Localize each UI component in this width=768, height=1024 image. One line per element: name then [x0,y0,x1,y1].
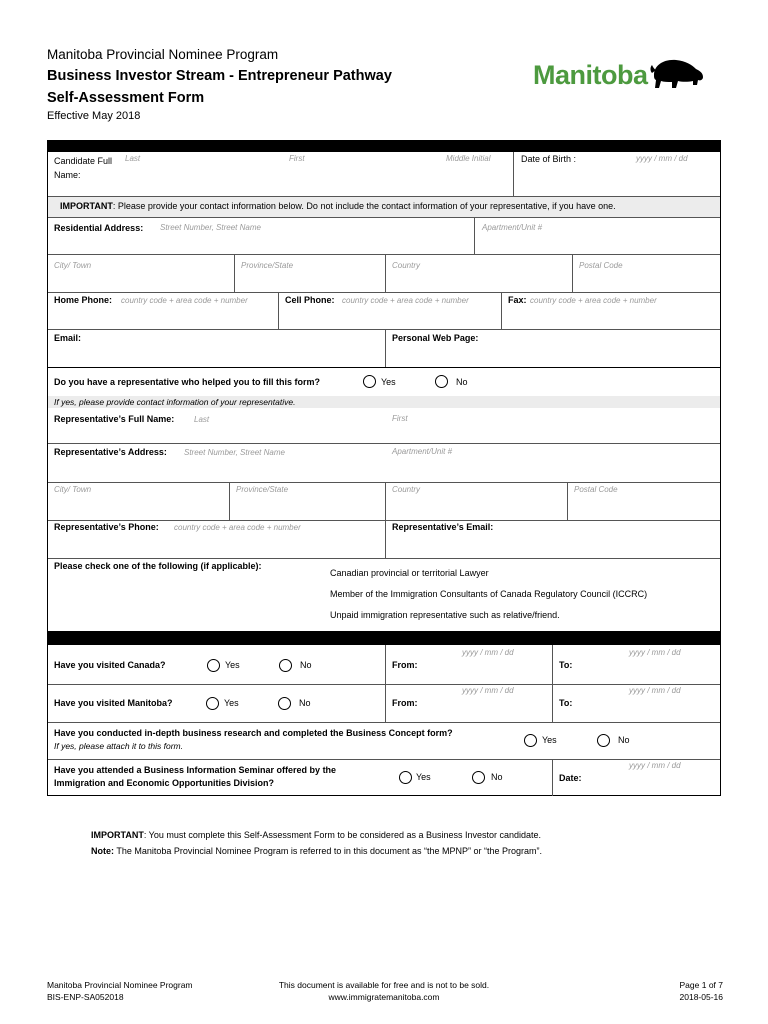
city-field[interactable]: City/ Town [54,261,92,270]
rep-apartment-field[interactable]: Apartment/Unit # [392,447,453,456]
rep-phone-label: Representative’s Phone: [54,522,159,532]
home-phone-label: Home Phone: [54,295,113,305]
self-assessment-form [47,140,721,796]
province-field[interactable]: Province/State [241,261,294,270]
canada-from-date[interactable]: yyyy / mm / dd [462,648,514,657]
home-phone-field[interactable]: country code + area code + number [121,296,248,305]
rep-email-label: Representative’s Email: [392,522,494,532]
visited-manitoba-question: Have you visited Manitoba? [54,698,173,708]
program-name: Manitoba Provincial Nominee Program [47,47,279,62]
canada-yes-label: Yes [225,660,240,670]
seminar-yes-label: Yes [416,772,431,782]
visited-canada-question: Have you visited Canada? [54,660,166,670]
rep-phone-field[interactable]: country code + area code + number [174,523,301,532]
rep-yes-radio[interactable] [363,375,376,388]
country-field[interactable]: Country [392,261,421,270]
footer-website-link[interactable]: www.immigratemanitoba.com [328,992,440,1002]
representative-question: Do you have a representative who helped you to fill this form? [54,377,321,387]
mpnp-note: Note: The Manitoba Provincial Nominee Program is referred to in this document as “the MPNP” or “the Program”. [91,846,543,856]
rep-no-radio[interactable] [435,375,448,388]
dob-label: Date of Birth : [521,154,577,164]
street-field[interactable]: Street Number, Street Name [160,223,261,232]
web-page-label: Personal Web Page: [392,333,479,343]
rep-country-field[interactable]: Country [392,485,421,494]
research-no-radio[interactable] [597,734,610,747]
seminar-no-radio[interactable] [472,771,485,784]
email-label: Email: [54,333,82,343]
seminar-date-label: Date: [559,773,582,783]
manitoba-yes-radio[interactable] [206,697,219,710]
footer-form-code: BIS-ENP-SA052018 [47,992,124,1002]
manitoba-from-date[interactable]: yyyy / mm / dd [462,686,514,695]
candidate-name-label: Candidate Full Name: [54,156,113,180]
seminar-question-line1: Have you attended a Business Information Seminar offered by the [54,765,337,775]
residential-address-label: Residential Address: [54,223,144,233]
footer-program: Manitoba Provincial Nominee Program [47,980,193,990]
research-yes-label: Yes [542,735,557,745]
cell-phone-field[interactable]: country code + area code + number [342,296,469,305]
rep-yes-label: Yes [381,377,396,387]
seminar-question-line2: Immigration and Economic Opportunities Division? [54,778,275,788]
manitoba-logo [533,55,706,95]
rep-address-label: Representative’s Address: [54,447,167,457]
footer-date: 2018-05-16 [679,992,723,1002]
stream-title: Business Investor Stream - Entrepreneur Pathway [47,68,392,84]
rep-last-name-field[interactable]: Last [194,415,210,424]
footer-free-notice: This document is available for free and is not to be sold. [278,980,490,990]
footer-page-number: Page 1 of 7 [679,980,723,990]
manitoba-no-label: No [299,698,311,708]
manitoba-to-label: To: [559,698,573,708]
option-unpaid-rep[interactable]: Unpaid immigration representative such as relative/friend. [330,610,560,620]
canada-from-label: From: [392,660,418,670]
bison-icon [648,55,706,95]
last-name-field[interactable]: Last [125,154,141,163]
research-yes-radio[interactable] [524,734,537,747]
canada-no-label: No [300,660,312,670]
effective-date: Effective May 2018 [47,110,141,122]
rep-first-name-field[interactable]: First [392,414,408,423]
postal-code-field[interactable]: Postal Code [579,261,623,270]
section-bar-top [48,141,720,152]
rep-postal-code-field[interactable]: Postal Code [574,485,618,494]
rep-no-label: No [456,377,468,387]
rep-province-field[interactable]: Province/State [236,485,289,494]
first-name-field[interactable]: First [289,154,305,163]
manitoba-yes-label: Yes [224,698,239,708]
research-question: Have you conducted in-depth business research and completed the Business Concept form? [54,728,453,738]
fax-label: Fax: [508,295,527,305]
logo-text: Manitoba [533,59,648,90]
manitoba-to-date[interactable]: yyyy / mm / dd [629,686,681,695]
check-one-label: Please check one of the following (if applicable): [54,561,262,571]
seminar-no-label: No [491,772,503,782]
option-iccrc[interactable]: Member of the Immigration Consultants of Canada Regulatory Council (ICCRC) [330,589,648,599]
important-note: IMPORTANT: You must complete this Self-Assessment Form to be considered as a Business Investor candidate. [91,830,542,840]
section-bar-middle [48,631,720,645]
canada-yes-radio[interactable] [207,659,220,672]
rep-street-field[interactable]: Street Number, Street Name [184,448,285,457]
manitoba-from-label: From: [392,698,418,708]
form-title: Self-Assessment Form [47,90,205,106]
manitoba-no-radio[interactable] [278,697,291,710]
canada-to-date[interactable]: yyyy / mm / dd [629,648,681,657]
canada-no-radio[interactable] [279,659,292,672]
research-note: If yes, please attach it to this form. [54,741,183,751]
fax-field[interactable]: country code + area code + number [530,296,657,305]
rep-if-yes-note: If yes, please provide contact information of your representative. [54,397,296,407]
important-contact-note: IMPORTANT: Please provide your contact information below. Do not include the contact information of your representative, if you have one. [60,201,616,211]
canada-to-label: To: [559,660,573,670]
dob-field[interactable]: yyyy / mm / dd [636,154,688,163]
option-lawyer[interactable]: Canadian provincial or territorial Lawyer [330,568,489,578]
seminar-yes-radio[interactable] [399,771,412,784]
rep-name-label: Representative’s Full Name: [54,414,175,424]
middle-initial-field[interactable]: Middle Initial [446,154,491,163]
cell-phone-label: Cell Phone: [285,295,335,305]
rep-city-field[interactable]: City/ Town [54,485,92,494]
seminar-date-field[interactable]: yyyy / mm / dd [629,761,681,770]
apartment-field[interactable]: Apartment/Unit # [482,223,543,232]
research-no-label: No [618,735,630,745]
